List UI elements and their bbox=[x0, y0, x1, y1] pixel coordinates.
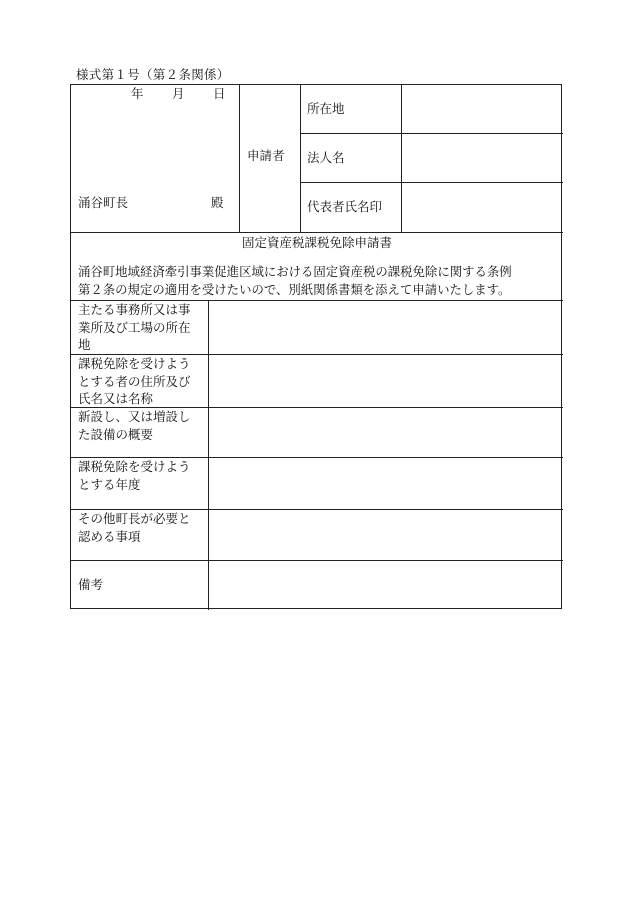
label-line: とする年度 bbox=[78, 476, 141, 492]
document-title: 固定資産税課税免除申請書 bbox=[241, 235, 392, 250]
date-year-label: 年 bbox=[131, 86, 144, 101]
divider-detail-column bbox=[208, 300, 209, 610]
other-matters-label bbox=[78, 510, 206, 545]
exemption-applicant-label bbox=[78, 355, 206, 408]
application-form bbox=[70, 84, 562, 609]
remarks-label bbox=[78, 576, 206, 594]
divider-applicant-label bbox=[300, 85, 301, 232]
label-line: 新設し、又は増設し bbox=[78, 409, 191, 424]
divider-header-bottom bbox=[71, 232, 563, 233]
divider-field-value bbox=[401, 85, 402, 232]
label-line: 課税免除を受けよう bbox=[78, 356, 191, 371]
addressee-name: 涌谷町長 bbox=[78, 195, 129, 210]
main-office-location-label bbox=[78, 301, 206, 354]
applicant-label: 申請者 bbox=[247, 148, 285, 163]
label-line: 認める事項 bbox=[78, 528, 141, 544]
addressee-honorific: 殿 bbox=[211, 195, 224, 210]
label-line: その他町長が必要と bbox=[78, 511, 191, 526]
divider-detail-5 bbox=[71, 560, 563, 561]
address-label: 所在地 bbox=[307, 101, 345, 116]
representative-name-label: 代表者氏名印 bbox=[307, 199, 383, 214]
date-month-label: 月 bbox=[172, 86, 185, 101]
facility-overview-label bbox=[78, 408, 206, 443]
statement-line-1: 涌谷町地域経済牽引事業促進区域における固定資産税の課税免除に関する条例 bbox=[78, 264, 512, 279]
label-line: とする者の住所及び bbox=[78, 373, 191, 389]
label-line: 業所及び工場の所在 bbox=[78, 319, 191, 335]
label-line: 備考 bbox=[78, 577, 104, 592]
label-line: 主たる事務所又は事 bbox=[78, 302, 191, 317]
label-line: た設備の概要 bbox=[78, 426, 154, 442]
divider-row-1 bbox=[300, 133, 563, 134]
statement-line-2: 第２条の規定の適用を受けたいので、別紙関係書類を添えて申請いたします。 bbox=[78, 282, 511, 297]
label-line: 氏名又は名称 bbox=[78, 391, 154, 406]
date-day-label: 日 bbox=[213, 86, 226, 101]
divider-date-applicant bbox=[239, 85, 240, 232]
label-line: 地 bbox=[78, 337, 91, 352]
form-number-label: 様式第１号（第２条関係） bbox=[76, 67, 230, 82]
exemption-year-label bbox=[78, 458, 206, 493]
divider-row-2 bbox=[300, 182, 563, 183]
label-line: 課税免除を受けよう bbox=[78, 459, 191, 474]
corporation-name-label: 法人名 bbox=[307, 150, 345, 165]
